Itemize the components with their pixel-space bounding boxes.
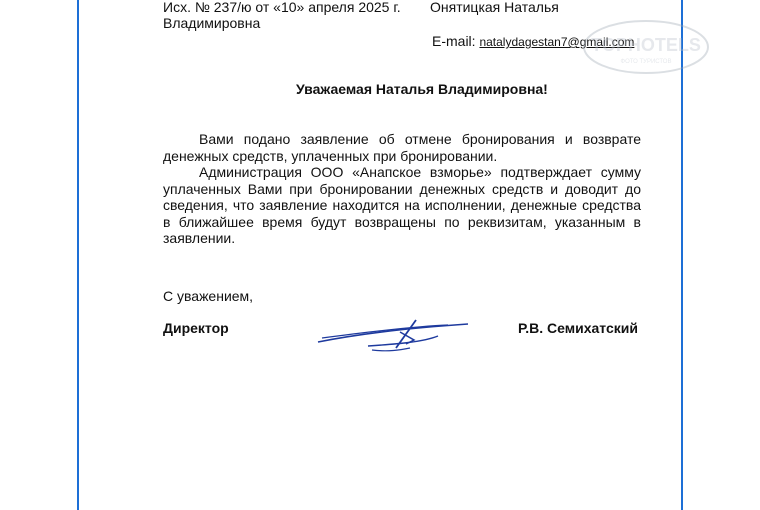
email-label: E-mail: xyxy=(432,33,476,49)
body-paragraph-2: Администрация ООО «Анапское взморье» подтверждает сумму уплаченных Вами при бронировании денежных средств и доводит до сведения, что заявление находится на исполнении, денежные средства в ближайшее время будут возвращены по реквизитам, указанным в заявлении. xyxy=(163,164,641,246)
watermark-text: TOPHOTELS xyxy=(591,35,701,55)
signatory-name: Р.В. Семихатский xyxy=(518,320,638,336)
handwritten-signature xyxy=(288,306,508,364)
closing: С уважением, xyxy=(163,288,254,304)
tophotels-watermark xyxy=(580,18,712,76)
email-value: natalydagestan7@gmail.com xyxy=(479,35,635,49)
reference-line: Исх. № 237/ю от «10» апреля 2025 г. xyxy=(163,0,401,15)
left-page-border xyxy=(77,0,79,510)
recipient-name-line1: Онятицкая Наталья xyxy=(430,0,559,15)
signature-title: Директор xyxy=(163,320,229,336)
body-paragraph-1: Вами подано заявление об отмене бронирования и возврате денежных средств, уплаченных при бронировании. xyxy=(163,131,641,164)
watermark-subtext: ФОТО ТУРИСТОВ xyxy=(620,59,672,65)
right-page-border xyxy=(681,0,683,510)
salutation: Уважаемая Наталья Владимировна! xyxy=(296,81,548,97)
recipient-name-line2: Владимировна xyxy=(163,15,261,31)
